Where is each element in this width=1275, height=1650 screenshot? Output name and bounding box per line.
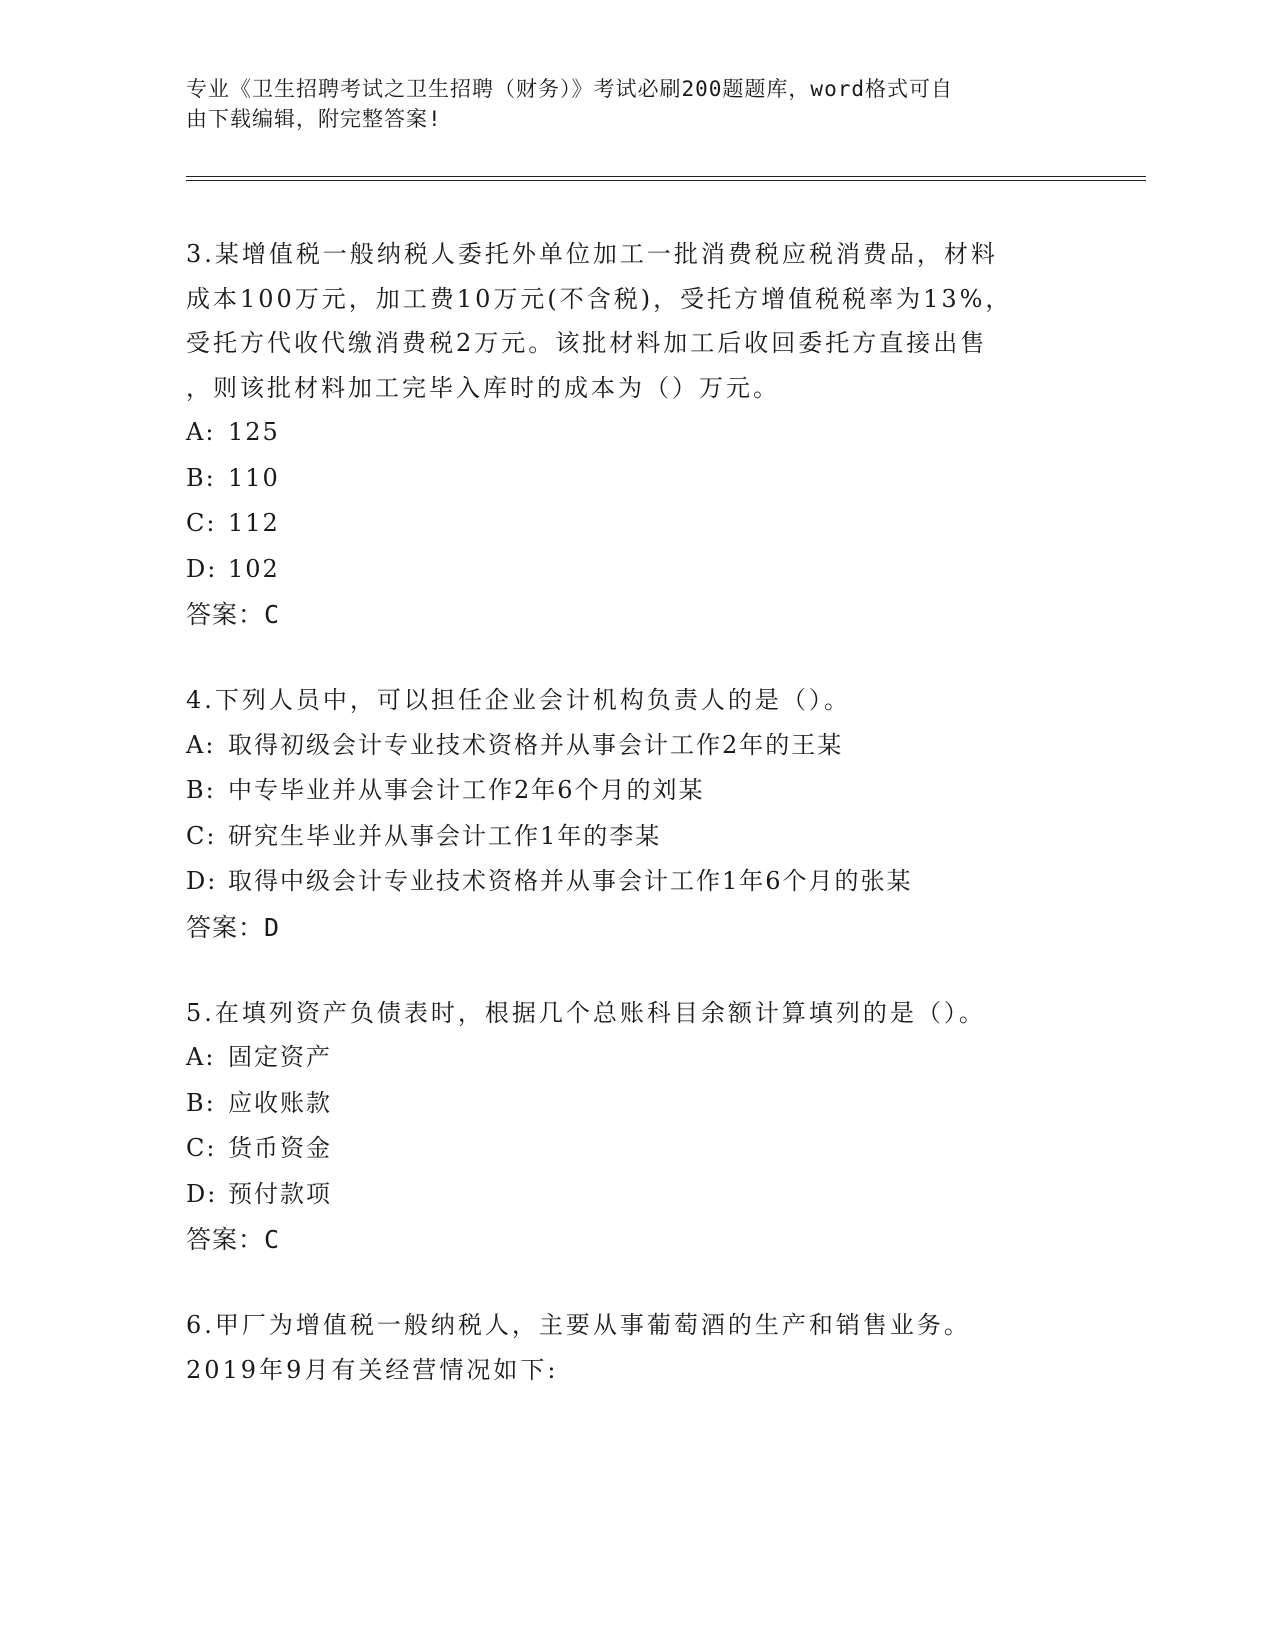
stem-line: 3.某增值税一般纳税人委托外单位加工一批消费税应税消费品，材料 [186,240,998,268]
option-key: D: [186,867,218,895]
option-key: C: [186,1134,217,1162]
stem-line: 6.甲厂为增值税一般纳税人，主要从事葡萄酒的生产和销售业务。 [186,1311,971,1339]
option-text: 研究生毕业并从事会计工作1年的李某 [228,821,662,850]
option-text: 固定资产 [228,1043,332,1071]
header-divider-top [186,176,1146,177]
option-b [186,456,1086,502]
option-d [186,547,1086,593]
header-divider-bottom [186,180,1146,181]
option-text: 取得初级会计专业技术资格并从事会计工作2年的王某 [228,730,844,759]
option-c [186,814,1086,860]
question-stem [186,1303,1086,1392]
document-header [186,74,1066,134]
option-text: 预付款项 [228,1179,332,1208]
option-key: B: [186,776,216,804]
option-a [186,723,1086,769]
option-key: A: [186,730,216,759]
option-b [186,1081,1086,1127]
option-c [186,1126,1086,1172]
question-6 [186,1303,1086,1392]
option-text: 112 [228,509,280,537]
option-key: B: [186,1088,216,1117]
stem-line: 4.下列人员中，可以担任企业会计机构负责人的是（）。 [186,686,851,714]
question-stem [186,991,1086,1036]
stem-line: 成本100万元，加工费10万元(不含税)，受托方增值税税率为13%， [186,284,1013,313]
question-5 [186,991,1086,1264]
question-4 [186,678,1086,951]
option-d [186,1172,1086,1218]
option-key: D: [186,554,218,583]
stem-line: 2019年9月有关经营情况如下: [186,1355,559,1384]
option-text: 125 [228,418,280,446]
stem-line: 受托方代收代缴消费税2万元。该批材料加工后收回委托方直接出售 [186,329,988,357]
answer-line: 答案：D [186,912,281,942]
question-stem [186,678,1086,723]
answer-line: 答案：C [186,1225,281,1254]
option-text: 应收账款 [228,1088,332,1117]
option-key: A: [186,1043,216,1071]
option-key: B: [186,463,216,492]
option-a [186,1035,1086,1081]
option-text: 102 [228,554,280,583]
option-d [186,859,1086,905]
option-b [186,768,1086,814]
stem-line: 5.在填列资产负债表时，根据几个总账科目余额计算填列的是（）。 [186,998,986,1027]
option-key: C: [186,821,217,850]
option-key: A: [186,418,216,446]
header-line-1: 专业《卫生招聘考试之卫生招聘（财务）》考试必刷200题题库，word格式可自 [186,77,953,101]
option-text: 中专毕业并从事会计工作2年6个月的刘某 [228,776,705,804]
question-3 [186,232,1086,638]
option-key: D: [186,1179,218,1208]
option-key: C: [186,509,217,537]
stem-line: ，则该批材料加工完毕入库时的成本为（）万元。 [186,373,780,402]
question-stem [186,232,1086,410]
option-a [186,410,1086,456]
header-line-2: 由下载编辑，附完整答案! [186,107,442,131]
option-text: 取得中级会计专业技术资格并从事会计工作1年6个月的张某 [228,867,913,895]
option-c [186,501,1086,547]
answer-line: 答案：C [186,600,281,629]
question-list [186,232,1086,1432]
option-text: 货币资金 [228,1134,332,1162]
option-text: 110 [228,463,280,492]
